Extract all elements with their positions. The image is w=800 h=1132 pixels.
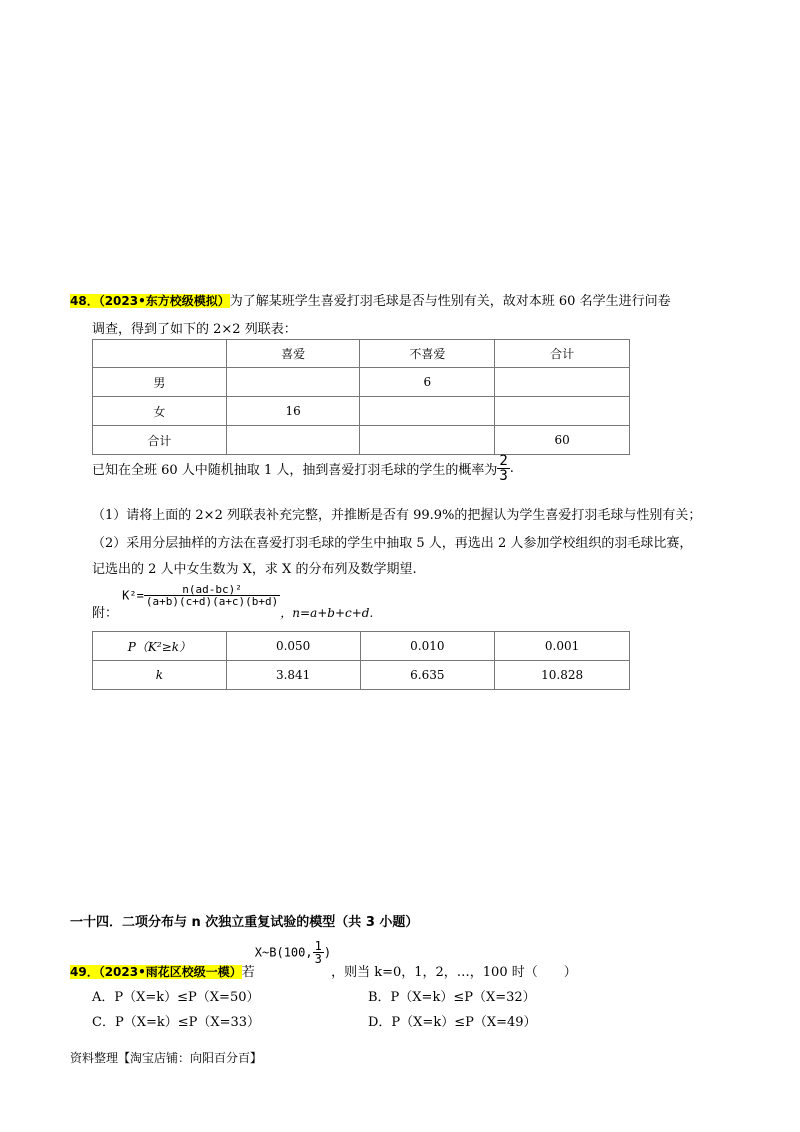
table-row: [93, 368, 630, 397]
probability-fraction: [497, 454, 509, 483]
table-cell: 男: [93, 368, 227, 397]
formula-numerator: n(ad-bc)²: [144, 584, 280, 596]
q49-source-tag: 49．（2023•雨花区校级一模）: [70, 965, 242, 979]
table-cell: 不喜爱: [360, 340, 495, 368]
table-cell: 合计: [495, 340, 630, 368]
q48-part2-line2: 记选出的 2 人中女生数为 X，求 X 的分布列及数学期望.: [92, 562, 417, 577]
q48-source-tag: 48．（2023•东方校级模拟）: [70, 294, 230, 308]
q48-stem-line1: 为了解某班学生喜爱打羽毛球是否与性别有关，故对本班 60 名学生进行问卷: [229, 294, 671, 309]
section-title: 一十四．二项分布与 n 次独立重复试验的模型（共 3 小题）: [70, 915, 419, 930]
appendix-label: 附：: [92, 606, 119, 621]
q48-known-text: 已知在全班 60 人中随机抽取 1 人，抽到喜爱打羽毛球的学生的概率为: [92, 463, 498, 478]
formula-denominator: (a+b)(c+d)(a+c)(b+d): [145, 595, 279, 608]
table-cell: 3.841: [226, 661, 360, 690]
critical-value-table: [92, 631, 630, 690]
table-row: [93, 632, 630, 661]
fraction-denominator: 3: [314, 952, 322, 966]
table-cell: 0.001: [495, 632, 630, 661]
formula-tail: ，n=a+b+c+d.: [280, 606, 374, 620]
fraction-denominator: 3: [499, 468, 508, 484]
formula-lhs: K²=: [122, 588, 144, 603]
table-cell: 6: [360, 368, 495, 397]
table-row: [93, 661, 630, 690]
table-cell: k: [93, 661, 227, 690]
contingency-header-row: [93, 340, 630, 368]
table-cell: 0.050: [226, 632, 360, 661]
q48-known-line: [92, 454, 514, 498]
k-squared-formula: [92, 584, 373, 624]
table-cell: 喜爱: [226, 340, 360, 368]
table-cell: [93, 340, 227, 368]
page-footer: 资料整理【淘宝店铺：向阳百分百】: [70, 1051, 263, 1065]
contingency-table: [92, 339, 630, 455]
table-cell: [360, 397, 495, 426]
table-cell: [226, 368, 360, 397]
q48-known-suffix: .: [509, 461, 514, 476]
table-cell: 女: [93, 397, 227, 426]
table-row: [93, 426, 630, 455]
table-cell: [360, 426, 495, 455]
table-cell: 0.010: [360, 632, 495, 661]
q49-ruo: 若: [241, 965, 255, 980]
table-cell: 6.635: [360, 661, 495, 690]
formula-fraction: [144, 584, 280, 607]
binomial-fraction: [313, 940, 324, 965]
table-cell: P（K²≥k）: [93, 632, 227, 661]
option-b[interactable]: B．P（X=k）≤P（X=32）: [368, 990, 536, 1005]
fraction-numerator: 2: [499, 453, 508, 469]
q49-header-line: [70, 939, 577, 980]
binomial-suffix: ): [323, 945, 332, 960]
table-cell: 合计: [93, 426, 227, 455]
binomial-prefix: X~B(100,: [254, 945, 313, 960]
table-cell: 60: [495, 426, 630, 455]
q49-stem-tail: ，则当 k=0，1，2，…，100 时（ ）: [331, 965, 577, 980]
table-cell: [226, 426, 360, 455]
option-a[interactable]: A．P（X=k）≤P（X=50）: [92, 990, 260, 1005]
table-cell: 10.828: [495, 661, 630, 690]
table-row: [93, 397, 630, 426]
q48-part1: （1）请将上面的 2×2 列联表补充完整，并推断是否有 99.9%的把握认为学生喜爱打羽毛球与性别有关；: [92, 508, 702, 523]
fraction-numerator: 1: [314, 939, 322, 953]
option-d[interactable]: D．P（X=k）≤P（X=49）: [368, 1015, 537, 1030]
table-cell: 16: [226, 397, 360, 426]
q48-header-line: [70, 290, 671, 309]
table-cell: [495, 368, 630, 397]
table-cell: [495, 397, 630, 426]
q48-stem-line2: 调查，得到了如下的 2×2 列联表：: [92, 322, 297, 337]
option-c[interactable]: C．P（X=k）≤P（X=33）: [92, 1015, 261, 1030]
q48-part2-line1: （2）采用分层抽样的方法在喜爱打羽毛球的学生中抽取 5 人，再选出 2 人参加学校组织的羽毛球比赛，: [92, 536, 693, 551]
